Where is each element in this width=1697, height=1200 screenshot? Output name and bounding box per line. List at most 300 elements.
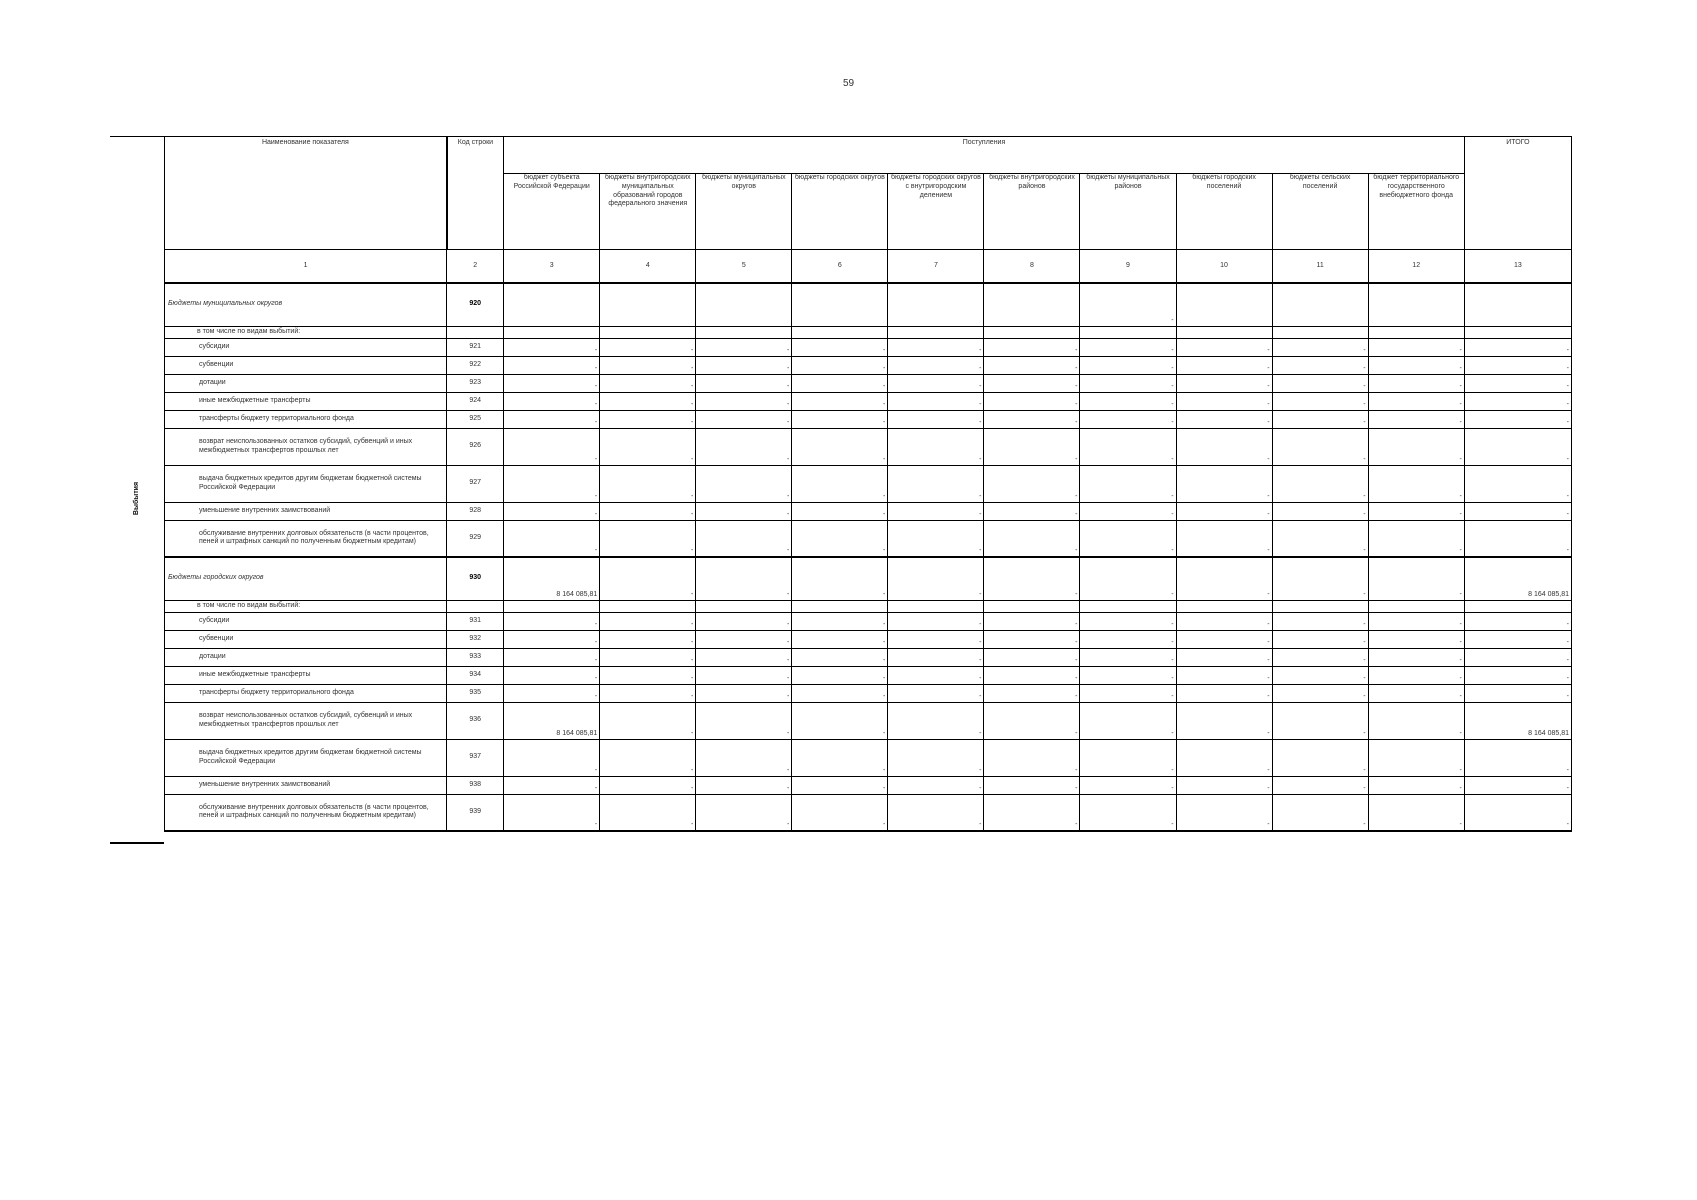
section-note: в том числе по видам выбытий:: [165, 326, 447, 338]
value-cell: -: [600, 612, 696, 630]
value-cell: -: [1176, 338, 1272, 356]
empty-cell: [1080, 326, 1176, 338]
value-cell: -: [792, 356, 888, 374]
value-cell: -: [792, 702, 888, 739]
value-cell: -: [504, 338, 600, 356]
row-code: 937: [447, 739, 504, 776]
value-cell: -: [504, 684, 600, 702]
value-cell: -: [1176, 666, 1272, 684]
value-cell: -: [696, 356, 792, 374]
row-code: 939: [447, 794, 504, 831]
table-row: [165, 356, 1572, 374]
value-cell: -: [888, 739, 984, 776]
value-cell: -: [1464, 684, 1571, 702]
header-name: Наименование показателя: [165, 137, 447, 250]
column-number: 5: [696, 250, 792, 284]
row-label: дотации: [165, 374, 447, 392]
section-note: в том числе по видам выбытий:: [165, 600, 447, 612]
column-number: 10: [1176, 250, 1272, 284]
column-number: 4: [600, 250, 696, 284]
row-code: 929: [447, 520, 504, 557]
value-cell: -: [1464, 428, 1571, 465]
value-cell: -: [1272, 465, 1368, 502]
table-row: [165, 648, 1572, 666]
row-code: 930: [447, 557, 504, 600]
value-cell: -: [984, 666, 1080, 684]
value-cell: -: [1080, 338, 1176, 356]
value-cell: -: [504, 428, 600, 465]
table-row: [165, 392, 1572, 410]
value-cell: -: [696, 794, 792, 831]
value-cell: -: [600, 557, 696, 600]
value-cell: [792, 283, 888, 326]
value-cell: -: [1176, 794, 1272, 831]
empty-cell: [504, 326, 600, 338]
row-code: 926: [447, 428, 504, 465]
value-cell: -: [1176, 356, 1272, 374]
value-cell: -: [888, 428, 984, 465]
value-cell: -: [1368, 776, 1464, 794]
value-cell: -: [600, 648, 696, 666]
value-cell: -: [1080, 520, 1176, 557]
value-cell: -: [1464, 338, 1571, 356]
side-rule-bottom: [110, 842, 164, 844]
value-cell: -: [600, 428, 696, 465]
value-cell: -: [792, 520, 888, 557]
column-number: 1: [165, 250, 447, 284]
row-label: выдача бюджетных кредитов другим бюджетам бюджетной системы Российской Федерации: [165, 739, 447, 776]
value-cell: -: [1368, 557, 1464, 600]
column-number: 6: [792, 250, 888, 284]
empty-cell: [600, 326, 696, 338]
table-row: [165, 739, 1572, 776]
value-cell: -: [600, 666, 696, 684]
value-cell: -: [984, 465, 1080, 502]
value-cell: -: [792, 739, 888, 776]
header-column-3: бюджет субъекта Российской Федерации: [504, 174, 600, 250]
value-cell: -: [984, 630, 1080, 648]
value-cell: -: [696, 684, 792, 702]
value-cell: -: [1272, 612, 1368, 630]
value-cell: -: [696, 739, 792, 776]
value-cell: -: [1272, 648, 1368, 666]
value-cell: -: [600, 794, 696, 831]
empty-cell: [1464, 326, 1571, 338]
value-cell: -: [984, 739, 1080, 776]
value-cell: -: [696, 410, 792, 428]
table-row: [165, 465, 1572, 502]
value-cell: -: [504, 776, 600, 794]
row-code-empty: [447, 600, 504, 612]
header-column-9: бюджеты муниципальных районов: [1080, 174, 1176, 250]
value-cell: -: [1080, 794, 1176, 831]
value-cell: -: [1080, 684, 1176, 702]
value-cell: -: [1368, 702, 1464, 739]
value-cell: -: [792, 557, 888, 600]
value-cell: -: [504, 666, 600, 684]
table-row: [165, 612, 1572, 630]
value-cell: -: [1080, 739, 1176, 776]
empty-cell: [1272, 600, 1368, 612]
column-number: 2: [447, 250, 504, 284]
value-cell: -: [984, 612, 1080, 630]
value-cell: [600, 283, 696, 326]
row-label: иные межбюджетные трансферты: [165, 666, 447, 684]
value-cell: -: [1080, 392, 1176, 410]
column-number: 9: [1080, 250, 1176, 284]
value-cell: -: [888, 776, 984, 794]
section-note-row: [165, 326, 1572, 338]
value-cell: -: [600, 630, 696, 648]
value-cell: -: [792, 684, 888, 702]
value-cell: -: [1272, 520, 1368, 557]
value-cell: -: [1080, 502, 1176, 520]
empty-cell: [1272, 326, 1368, 338]
value-cell: -: [1176, 465, 1272, 502]
value-cell: -: [1272, 502, 1368, 520]
row-code: 925: [447, 410, 504, 428]
table-row: [165, 666, 1572, 684]
row-code: 927: [447, 465, 504, 502]
row-label: субсидии: [165, 612, 447, 630]
value-cell: [1272, 283, 1368, 326]
value-cell: -: [600, 702, 696, 739]
value-cell: -: [696, 502, 792, 520]
section-title: Бюджеты муниципальных округов: [165, 283, 447, 326]
value-cell: -: [1272, 702, 1368, 739]
empty-cell: [1368, 600, 1464, 612]
value-cell: -: [888, 557, 984, 600]
value-cell: -: [1176, 702, 1272, 739]
column-number: 8: [984, 250, 1080, 284]
value-cell: -: [696, 666, 792, 684]
empty-cell: [888, 600, 984, 612]
value-cell: -: [504, 520, 600, 557]
value-cell: -: [984, 502, 1080, 520]
value-cell: -: [1080, 557, 1176, 600]
value-cell: [504, 283, 600, 326]
value-cell: -: [888, 465, 984, 502]
value-cell: -: [984, 338, 1080, 356]
value-cell: -: [888, 794, 984, 831]
value-cell: -: [792, 374, 888, 392]
row-code: 928: [447, 502, 504, 520]
empty-cell: [984, 600, 1080, 612]
value-cell: -: [1080, 702, 1176, 739]
value-cell: -: [792, 612, 888, 630]
value-cell: -: [1272, 392, 1368, 410]
value-cell: -: [696, 702, 792, 739]
table-row: [165, 428, 1572, 465]
value-cell: -: [1272, 739, 1368, 776]
side-label: Выбытия: [133, 481, 141, 515]
column-number: 13: [1464, 250, 1571, 284]
value-cell: -: [504, 465, 600, 502]
value-cell: -: [792, 794, 888, 831]
value-cell: [1368, 283, 1464, 326]
table-row: [165, 776, 1572, 794]
value-cell: -: [1464, 666, 1571, 684]
page-number: 59: [842, 78, 855, 89]
value-cell: -: [1368, 356, 1464, 374]
value-cell: -: [792, 465, 888, 502]
value-cell: -: [1464, 520, 1571, 557]
value-cell: -: [1080, 630, 1176, 648]
value-cell: -: [696, 776, 792, 794]
value-cell: [888, 283, 984, 326]
value-cell: -: [1464, 612, 1571, 630]
row-label: трансферты бюджету территориального фонда: [165, 684, 447, 702]
value-cell: -: [600, 356, 696, 374]
side-label-container: [127, 481, 147, 515]
row-label: обслуживание внутренних долговых обязательств (в части процентов, пеней и штрафных санкций по полученным бюджетным кредитам): [165, 794, 447, 831]
table-row: [165, 630, 1572, 648]
value-cell: -: [600, 502, 696, 520]
value-cell: -: [792, 392, 888, 410]
table-row: [165, 794, 1572, 831]
value-cell: [1464, 283, 1571, 326]
table-row: [165, 684, 1572, 702]
value-cell: -: [792, 502, 888, 520]
value-cell: -: [1080, 410, 1176, 428]
value-cell: -: [600, 374, 696, 392]
empty-cell: [1464, 600, 1571, 612]
value-cell: -: [1272, 356, 1368, 374]
value-cell: -: [504, 612, 600, 630]
value-cell: -: [1368, 666, 1464, 684]
table-row: [165, 520, 1572, 557]
value-cell: [1176, 283, 1272, 326]
empty-cell: [696, 326, 792, 338]
row-code: 920: [447, 283, 504, 326]
value-cell: -: [696, 520, 792, 557]
value-cell: -: [504, 630, 600, 648]
value-cell: -: [1272, 630, 1368, 648]
value-cell: -: [1464, 648, 1571, 666]
column-number: 12: [1368, 250, 1464, 284]
value-cell: -: [1080, 428, 1176, 465]
value-cell: 8 164 085,81: [504, 702, 600, 739]
value-cell: -: [888, 410, 984, 428]
value-cell: -: [1368, 374, 1464, 392]
value-cell: -: [792, 428, 888, 465]
row-label: субсидии: [165, 338, 447, 356]
row-code-empty: [447, 326, 504, 338]
value-cell: -: [1272, 684, 1368, 702]
value-cell: -: [792, 776, 888, 794]
value-cell: 8 164 085,81: [504, 557, 600, 600]
empty-cell: [1176, 600, 1272, 612]
empty-cell: [696, 600, 792, 612]
value-cell: -: [984, 702, 1080, 739]
header-column-8: бюджеты внутригородских районов: [984, 174, 1080, 250]
value-cell: -: [792, 630, 888, 648]
column-number: 3: [504, 250, 600, 284]
row-code: 923: [447, 374, 504, 392]
value-cell: -: [984, 428, 1080, 465]
value-cell: -: [1272, 374, 1368, 392]
value-cell: -: [888, 374, 984, 392]
value-cell: -: [1080, 666, 1176, 684]
empty-cell: [1080, 600, 1176, 612]
header-column-7: бюджеты городских округов с внутригородским делением: [888, 174, 984, 250]
row-code: 931: [447, 612, 504, 630]
value-cell: -: [888, 666, 984, 684]
value-cell: -: [1272, 410, 1368, 428]
value-cell: -: [1080, 776, 1176, 794]
value-cell: -: [1464, 630, 1571, 648]
empty-cell: [1368, 326, 1464, 338]
value-cell: -: [1080, 612, 1176, 630]
table-body: [165, 283, 1572, 831]
value-cell: -: [1080, 374, 1176, 392]
value-cell: -: [984, 520, 1080, 557]
value-cell: -: [696, 465, 792, 502]
row-label: выдача бюджетных кредитов другим бюджетам бюджетной системы Российской Федерации: [165, 465, 447, 502]
value-cell: -: [1272, 776, 1368, 794]
value-cell: -: [888, 502, 984, 520]
row-label: возврат неиспользованных остатков субсидий, субвенций и иных межбюджетных трансфертов прошлых лет: [165, 428, 447, 465]
header-column-11: бюджеты сельских поселений: [1272, 174, 1368, 250]
report-table: [164, 136, 1572, 832]
column-number: 11: [1272, 250, 1368, 284]
value-cell: -: [600, 776, 696, 794]
value-cell: -: [1368, 612, 1464, 630]
empty-cell: [1176, 326, 1272, 338]
value-cell: -: [696, 392, 792, 410]
value-cell: -: [984, 794, 1080, 831]
value-cell: -: [1080, 283, 1176, 326]
header-row-1: [165, 137, 1572, 174]
value-cell: -: [1176, 374, 1272, 392]
row-label: иные межбюджетные трансферты: [165, 392, 447, 410]
value-cell: -: [1272, 666, 1368, 684]
value-cell: -: [1464, 502, 1571, 520]
value-cell: -: [984, 410, 1080, 428]
value-cell: -: [696, 648, 792, 666]
value-cell: -: [504, 502, 600, 520]
row-label: уменьшение внутренних заимствований: [165, 776, 447, 794]
value-cell: -: [888, 520, 984, 557]
value-cell: -: [600, 520, 696, 557]
row-code: 934: [447, 666, 504, 684]
value-cell: -: [792, 648, 888, 666]
value-cell: -: [1176, 557, 1272, 600]
header-column-10: бюджеты городских поселений: [1176, 174, 1272, 250]
value-cell: -: [1368, 648, 1464, 666]
value-cell: -: [504, 739, 600, 776]
value-cell: -: [1176, 630, 1272, 648]
header-income: Поступления: [504, 137, 1465, 174]
value-cell: -: [888, 702, 984, 739]
value-cell: -: [1368, 410, 1464, 428]
value-cell: -: [888, 392, 984, 410]
value-cell: -: [792, 410, 888, 428]
value-cell: -: [1080, 356, 1176, 374]
value-cell: -: [984, 776, 1080, 794]
value-cell: -: [888, 648, 984, 666]
row-label: субвенции: [165, 356, 447, 374]
row-code: 924: [447, 392, 504, 410]
row-label: дотации: [165, 648, 447, 666]
row-code: 933: [447, 648, 504, 666]
value-cell: -: [1464, 410, 1571, 428]
value-cell: -: [1176, 410, 1272, 428]
value-cell: -: [1368, 739, 1464, 776]
empty-cell: [984, 326, 1080, 338]
value-cell: -: [1368, 502, 1464, 520]
value-cell: -: [984, 648, 1080, 666]
row-label: уменьшение внутренних заимствований: [165, 502, 447, 520]
value-cell: -: [504, 392, 600, 410]
value-cell: -: [1176, 648, 1272, 666]
value-cell: -: [1368, 428, 1464, 465]
value-cell: -: [888, 612, 984, 630]
table-row: [165, 502, 1572, 520]
header-column-5: бюджеты муниципальных округов: [696, 174, 792, 250]
value-cell: 8 164 085,81: [1464, 557, 1571, 600]
row-label: возврат неиспользованных остатков субсидий, субвенций и иных межбюджетных трансфертов прошлых лет: [165, 702, 447, 739]
section-row: [165, 557, 1572, 600]
header-code: Код строки: [447, 137, 504, 250]
value-cell: -: [1368, 794, 1464, 831]
empty-cell: [792, 326, 888, 338]
value-cell: -: [984, 392, 1080, 410]
value-cell: -: [504, 410, 600, 428]
value-cell: -: [888, 338, 984, 356]
value-cell: -: [1272, 428, 1368, 465]
table-row: [165, 702, 1572, 739]
value-cell: -: [1176, 739, 1272, 776]
header-column-12: бюджет территориального государственного внебюджетного фонда: [1368, 174, 1464, 250]
value-cell: -: [792, 666, 888, 684]
value-cell: -: [1176, 684, 1272, 702]
empty-cell: [792, 600, 888, 612]
header-column-4: бюджеты внутригородских муниципальных образований городов федерального значения: [600, 174, 696, 250]
value-cell: -: [1272, 794, 1368, 831]
value-cell: -: [888, 684, 984, 702]
section-note-row: [165, 600, 1572, 612]
value-cell: -: [1176, 520, 1272, 557]
value-cell: -: [696, 557, 792, 600]
value-cell: -: [1176, 776, 1272, 794]
value-cell: -: [1464, 356, 1571, 374]
value-cell: -: [504, 374, 600, 392]
value-cell: -: [504, 648, 600, 666]
value-cell: -: [600, 684, 696, 702]
value-cell: [984, 283, 1080, 326]
empty-cell: [504, 600, 600, 612]
value-cell: -: [984, 557, 1080, 600]
row-label: трансферты бюджету территориального фонда: [165, 410, 447, 428]
row-label: обслуживание внутренних долговых обязательств (в части процентов, пеней и штрафных санкций по полученным бюджетным кредитам): [165, 520, 447, 557]
column-number: 7: [888, 250, 984, 284]
table-row: [165, 410, 1572, 428]
value-cell: -: [984, 374, 1080, 392]
value-cell: -: [1464, 392, 1571, 410]
value-cell: -: [600, 410, 696, 428]
value-cell: -: [1080, 648, 1176, 666]
value-cell: -: [1464, 739, 1571, 776]
section-row: [165, 283, 1572, 326]
value-cell: -: [1464, 465, 1571, 502]
row-code: 921: [447, 338, 504, 356]
value-cell: -: [1368, 684, 1464, 702]
value-cell: -: [1176, 392, 1272, 410]
empty-cell: [888, 326, 984, 338]
value-cell: -: [696, 630, 792, 648]
value-cell: -: [1368, 465, 1464, 502]
